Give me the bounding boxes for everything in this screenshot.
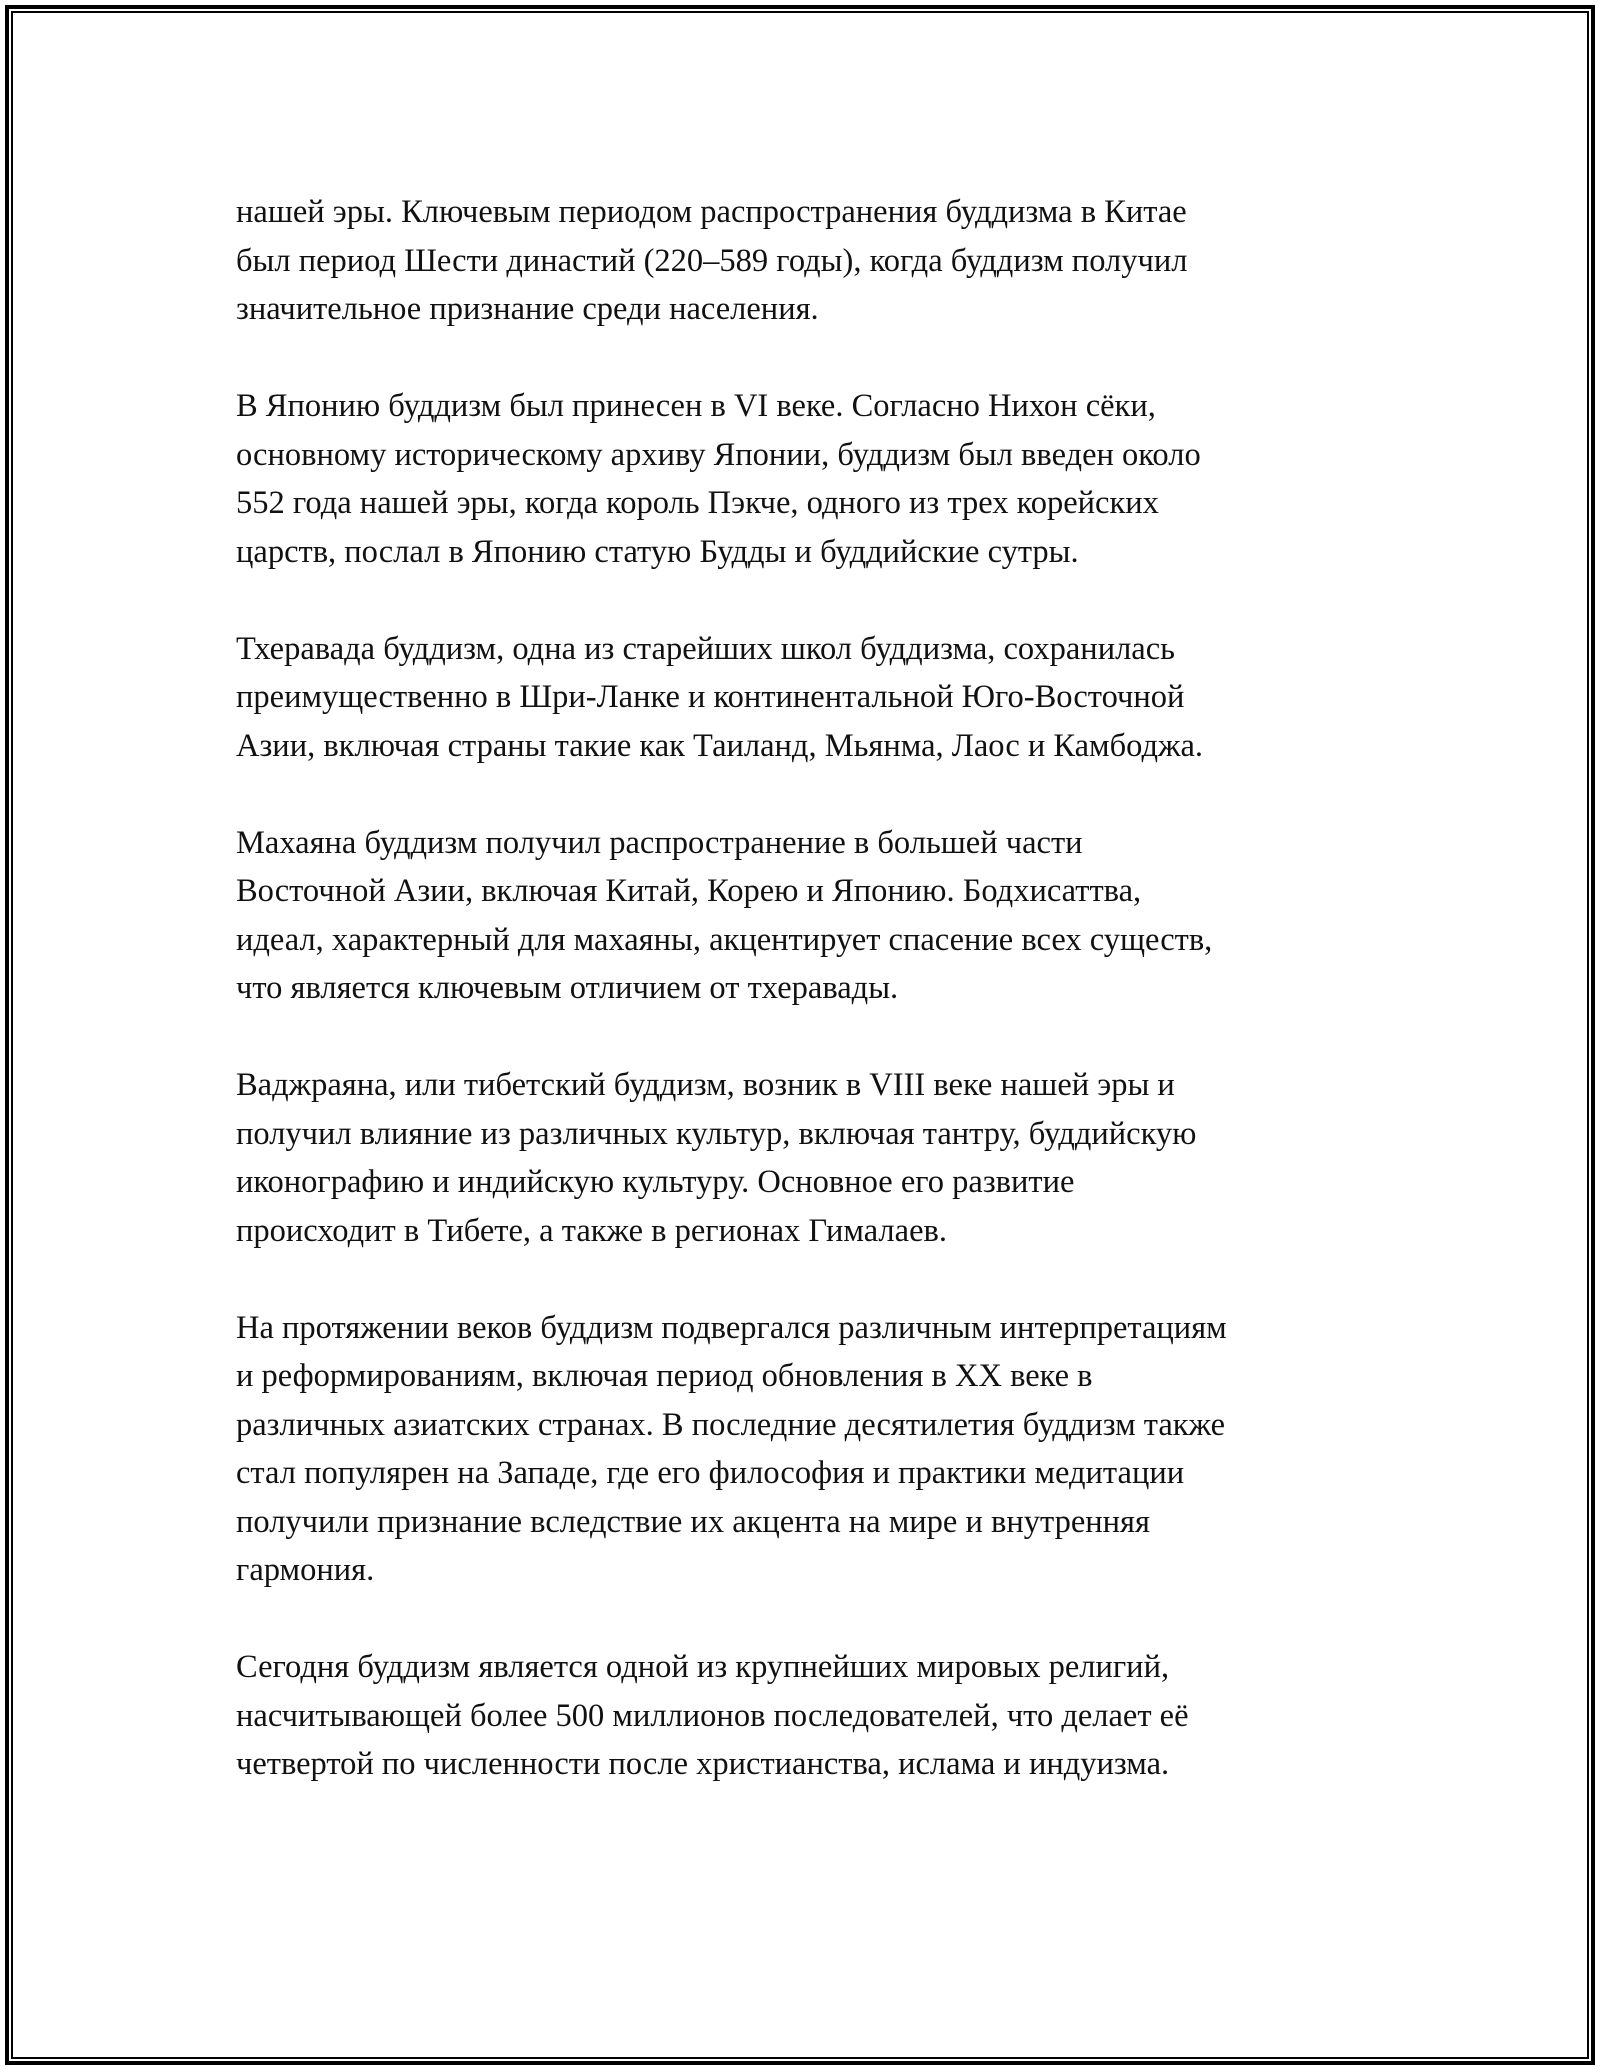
text-line: иконографию и индийскую культуру. Основное его развитие: [236, 1164, 1075, 1200]
text-line: Тхеравада буддизм, одна из старейших школ буддизма, сохранилась: [236, 630, 1175, 667]
text-line: гармония.: [236, 1552, 375, 1588]
text-line: стал популярен на Западе, где его философия и практики медитации: [236, 1455, 1185, 1491]
text-line: значительное признание среди населения.: [236, 291, 819, 327]
text-line: Азии, включая страны такие как Таиланд, Мьянма, Лаос и Камбоджа.: [236, 727, 1204, 764]
text-line: получил влияние из различных культур, включая тантру, буддийскую: [236, 1115, 1197, 1152]
paragraph-5: [236, 1061, 1396, 1255]
text-line: идеал, характерный для махаяны, акцентирует спасение всех существ,: [236, 921, 1213, 958]
text-line: насчитывающей более 500 миллионов последователей, что делает её: [236, 1697, 1189, 1734]
text-line: основному историческому архиву Японии, буддизм был введен около: [236, 436, 1201, 473]
text-line: Ваджраяна, или тибетский буддизм, возник в VIII веке нашей эры и: [236, 1067, 1175, 1103]
text-line: На протяжении веков буддизм подвергался различным интерпретациям: [236, 1309, 1227, 1346]
text-line: и реформированиям, включая период обновления в XX веке в: [236, 1358, 1093, 1394]
text-line: нашей эры. Ключевым периодом распространения буддизма в Китае: [236, 194, 1187, 230]
text-line: четвертой по численности после христианства, ислама и индуизма.: [236, 1746, 1170, 1782]
text-line: был период Шести династий (220–589 годы), когда буддизм получил: [236, 242, 1188, 279]
paragraph-3: [236, 625, 1396, 771]
text-line: царств, послал в Японию статую Будды и буддийские сутры.: [236, 533, 1079, 570]
text-line: Восточной Азии, включая Китай, Корею и Японию. Бодхисаттва,: [236, 873, 1142, 909]
paragraph-1: [236, 188, 1396, 334]
text-line: что является ключевым отличием от тхеравады.: [236, 970, 899, 1006]
text-line: получили признание вследствие их акцента на мире и внутренняя: [236, 1503, 1150, 1540]
text-line: 552 года нашей эры, когда король Пэкче, одного из трех корейских: [236, 485, 1159, 521]
text-line: происходит в Тибете, а также в регионах Гималаев.: [236, 1212, 947, 1249]
text-line: В Японию буддизм был принесен в VI веке. Согласно Нихон сёки,: [236, 388, 1156, 424]
text-line: Махаяна буддизм получил распространение в большей части: [236, 824, 1083, 861]
text-line: преимущественно в Шри-Ланке и континентальной Юго-Восточной: [236, 679, 1185, 715]
paragraph-4: [236, 819, 1396, 1013]
paragraph-2: [236, 382, 1396, 576]
text-line: Сегодня буддизм является одной из крупнейших мировых религий,: [236, 1649, 1170, 1685]
paragraph-6: [236, 1304, 1396, 1595]
document-body: [236, 188, 1396, 1837]
text-line: различных азиатских странах. В последние десятилетия буддизм также: [236, 1406, 1226, 1443]
paragraph-7: [236, 1643, 1396, 1789]
